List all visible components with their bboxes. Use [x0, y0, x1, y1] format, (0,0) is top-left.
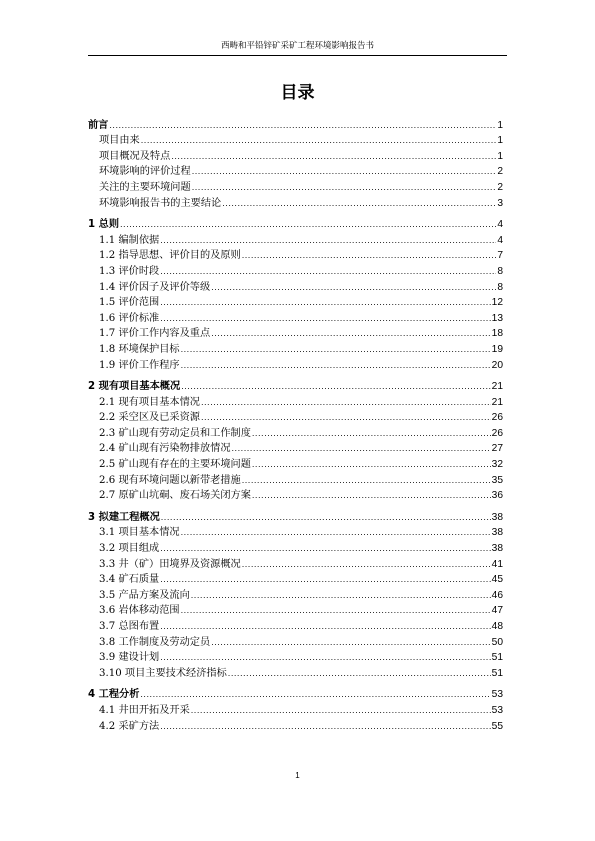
toc-entry-page-number: 20 [491, 359, 503, 371]
toc-section-entry[interactable] [88, 132, 503, 148]
toc-entry-page-number: 55 [491, 720, 503, 732]
toc-chapter-entry[interactable] [88, 686, 503, 702]
toc-entry-label: 2.6 现有环境问题以新带老措施 [99, 474, 241, 486]
toc-entry-label: 环境影响报告书的主要结论 [99, 197, 222, 209]
toc-entry-label: 2.7 原矿山坑硐、废石场关闭方案 [99, 490, 251, 502]
toc-dot-leader [222, 198, 496, 210]
toc-dot-leader [160, 574, 490, 586]
toc-section-entry[interactable] [88, 163, 503, 179]
page-number: 1 [295, 771, 300, 780]
toc-entry-page-number: 4 [497, 219, 503, 231]
toc-entry-page-number: 47 [491, 605, 503, 617]
toc-section-entry[interactable] [88, 325, 503, 341]
toc-entry-page-number: 38 [491, 527, 503, 539]
toc-entry-page-number: 35 [491, 474, 503, 486]
toc-dot-leader [201, 412, 491, 424]
toc-dot-leader [160, 313, 490, 325]
toc-dot-leader [160, 652, 490, 664]
toc-entry-label: 1.1 编制依据 [99, 234, 160, 246]
toc-section-entry[interactable] [88, 424, 503, 440]
toc-dot-leader [252, 428, 491, 440]
toc-entry-page-number: 32 [491, 459, 503, 471]
toc-entry-page-number: 2 [497, 181, 503, 193]
toc-dot-leader [141, 135, 497, 147]
toc-dot-leader [160, 621, 490, 633]
toc-dot-leader [242, 250, 497, 262]
toc-entry-page-number: 51 [491, 652, 503, 664]
toc-entry-label: 1.8 环境保护目标 [99, 343, 180, 355]
toc-entry-label: 3.7 总图布置 [99, 621, 160, 632]
toc-section-entry[interactable] [88, 278, 503, 294]
toc-section-entry[interactable] [88, 231, 503, 247]
toc-dot-leader [191, 705, 491, 717]
toc-entry-page-number: 8 [497, 281, 503, 293]
toc-entry-label: 3.4 矿石质量 [99, 574, 160, 586]
toc-section-entry[interactable] [88, 539, 503, 555]
toc-section-entry[interactable] [88, 262, 503, 278]
toc-section-entry[interactable] [88, 393, 503, 409]
toc-dot-leader [201, 397, 491, 409]
toc-section-entry[interactable] [88, 487, 503, 503]
toc-dot-leader [252, 459, 491, 471]
toc-entry-page-number: 19 [491, 343, 503, 355]
toc-dot-leader [181, 381, 491, 393]
toc-dot-leader [232, 443, 491, 455]
toc-entry-page-number: 38 [491, 543, 503, 555]
toc-chapter-entry[interactable] [88, 116, 503, 132]
toc-entry-label: 1 总则 [88, 219, 120, 231]
table-of-contents [88, 116, 503, 733]
toc-entry-label: 3.1 项目基本情况 [99, 527, 180, 539]
toc-entry-page-number: 46 [491, 589, 503, 601]
toc-entry-label: 2.2 采空区及已采资源 [99, 412, 200, 424]
toc-entry-page-number: 26 [491, 412, 503, 424]
toc-entry-page-number: 41 [491, 558, 503, 570]
toc-entry-page-number: 53 [491, 689, 503, 701]
running-header: 西畴和平铅锌矿采矿工程环境影响报告书 [88, 40, 507, 56]
toc-chapter-entry[interactable] [88, 216, 503, 232]
toc-entry-page-number: 26 [491, 427, 503, 439]
toc-section-entry[interactable] [88, 586, 503, 602]
toc-dot-leader [160, 235, 496, 247]
toc-dot-leader [181, 527, 491, 539]
toc-entry-page-number: 18 [491, 328, 503, 340]
toc-entry-label: 1.7 评价工作内容及重点 [99, 328, 211, 340]
toc-entry-label: 3.5 产品方案及流向 [99, 589, 190, 601]
toc-section-entry[interactable] [88, 356, 503, 372]
toc-entry-page-number: 7 [497, 250, 503, 262]
toc-dot-leader [192, 166, 497, 178]
toc-section-entry[interactable] [88, 247, 503, 263]
toc-section-entry[interactable] [88, 440, 503, 456]
toc-section-entry[interactable] [88, 717, 503, 733]
toc-entry-page-number: 50 [491, 636, 503, 648]
toc-entry-page-number: 1 [497, 135, 503, 147]
toc-entry-label: 4 工程分析 [88, 689, 140, 701]
toc-dot-leader [181, 360, 491, 372]
toc-entry-page-number: 45 [491, 574, 503, 586]
toc-section-entry[interactable] [88, 147, 503, 163]
toc-entry-page-number: 38 [491, 511, 503, 523]
toc-entry-label: 3.9 建设计划 [99, 652, 160, 664]
toc-entry-label: 4.2 采矿方法 [99, 720, 160, 732]
toc-section-entry[interactable] [88, 701, 503, 717]
toc-entry-page-number: 8 [497, 265, 503, 277]
toc-entry-label: 1.3 评价时段 [99, 265, 160, 277]
toc-entry-page-number: 2 [497, 166, 503, 178]
toc-dot-leader [120, 219, 496, 231]
toc-section-entry[interactable] [88, 194, 503, 210]
toc-section-entry[interactable] [88, 340, 503, 356]
toc-section-entry[interactable] [88, 294, 503, 310]
toc-dot-leader [140, 689, 490, 701]
toc-dot-leader [161, 512, 491, 524]
toc-entry-label: 3.10 项目主要技术经济指标 [99, 667, 227, 679]
toc-dot-leader [211, 328, 491, 340]
toc-section-entry[interactable] [88, 455, 503, 471]
toc-section-entry[interactable] [88, 617, 503, 633]
toc-entry-label: 2.4 矿山现有污染物排放情况 [99, 443, 231, 455]
toc-entry-label: 前言 [88, 119, 109, 131]
toc-dot-leader [211, 282, 496, 294]
toc-entry-label: 3.3 井（矿）田境界及资源概况 [99, 558, 241, 570]
toc-entry-label: 项目概况及特点 [99, 150, 171, 162]
toc-entry-page-number: 53 [491, 704, 503, 716]
toc-entry-page-number: 21 [491, 396, 503, 408]
toc-dot-leader [109, 120, 496, 132]
toc-entry-page-number: 48 [491, 621, 503, 632]
toc-section-entry[interactable] [88, 178, 503, 194]
toc-section-entry[interactable] [88, 471, 503, 487]
toc-section-entry[interactable] [88, 602, 503, 618]
toc-entry-page-number: 51 [491, 667, 503, 679]
toc-entry-label: 2.1 现有项目基本情况 [99, 396, 200, 408]
toc-entry-label: 项目由来 [99, 135, 140, 147]
toc-entry-label: 1.4 评价因子及评价等级 [99, 281, 211, 293]
toc-entry-label: 2.3 矿山现有劳动定员和工作制度 [99, 427, 251, 439]
toc-dot-leader [181, 605, 491, 617]
toc-section-entry[interactable] [88, 409, 503, 425]
toc-entry-page-number: 12 [491, 297, 503, 309]
toc-dot-leader [160, 266, 496, 278]
toc-dot-leader [160, 721, 490, 733]
toc-dot-leader [160, 297, 490, 309]
toc-entry-label: 3.6 岩体移动范围 [99, 605, 180, 617]
toc-dot-leader [191, 590, 491, 602]
toc-dot-leader [252, 490, 491, 502]
toc-entry-page-number: 1 [497, 150, 503, 162]
toc-entry-page-number: 13 [491, 312, 503, 324]
toc-section-entry[interactable] [88, 524, 503, 540]
toc-section-entry[interactable] [88, 664, 503, 680]
toc-entry-label: 1.2 指导思想、评价目的及原则 [99, 250, 241, 262]
toc-section-entry[interactable] [88, 571, 503, 587]
toc-entry-label: 3.8 工作制度及劳动定员 [99, 636, 211, 648]
toc-entry-page-number: 4 [497, 234, 503, 246]
toc-entry-label: 3.2 项目组成 [99, 543, 160, 555]
toc-dot-leader [181, 344, 491, 356]
toc-dot-leader [242, 475, 491, 487]
toc-entry-label: 1.5 评价范围 [99, 297, 160, 309]
toc-title: 目录 [280, 83, 315, 103]
toc-dot-leader [228, 668, 491, 680]
toc-chapter-entry[interactable] [88, 508, 503, 524]
toc-dot-leader [211, 637, 491, 649]
toc-entry-label: 1.9 评价工作程序 [99, 359, 180, 371]
toc-entry-label: 2 现有项目基本概况 [88, 381, 181, 393]
toc-section-entry[interactable] [88, 633, 503, 649]
toc-entry-page-number: 1 [497, 119, 503, 131]
toc-dot-leader [171, 151, 496, 163]
toc-dot-leader [192, 182, 497, 194]
toc-section-entry[interactable] [88, 309, 503, 325]
toc-entry-label: 环境影响的评价过程 [99, 166, 191, 178]
toc-entry-label: 关注的主要环境问题 [99, 181, 191, 193]
toc-dot-leader [242, 559, 491, 571]
toc-entry-page-number: 27 [491, 443, 503, 455]
toc-entry-label: 1.6 评价标准 [99, 312, 160, 324]
toc-chapter-entry[interactable] [88, 378, 503, 394]
toc-entry-label: 3 拟建工程概况 [88, 511, 160, 523]
toc-section-entry[interactable] [88, 555, 503, 571]
toc-section-entry[interactable] [88, 649, 503, 665]
toc-entry-label: 2.5 矿山现有存在的主要环境问题 [99, 459, 251, 471]
toc-entry-label: 4.1 井田开拓及开采 [99, 704, 190, 716]
toc-dot-leader [160, 543, 490, 555]
toc-entry-page-number: 3 [497, 197, 503, 209]
toc-entry-page-number: 21 [491, 381, 503, 393]
toc-entry-page-number: 36 [491, 490, 503, 502]
